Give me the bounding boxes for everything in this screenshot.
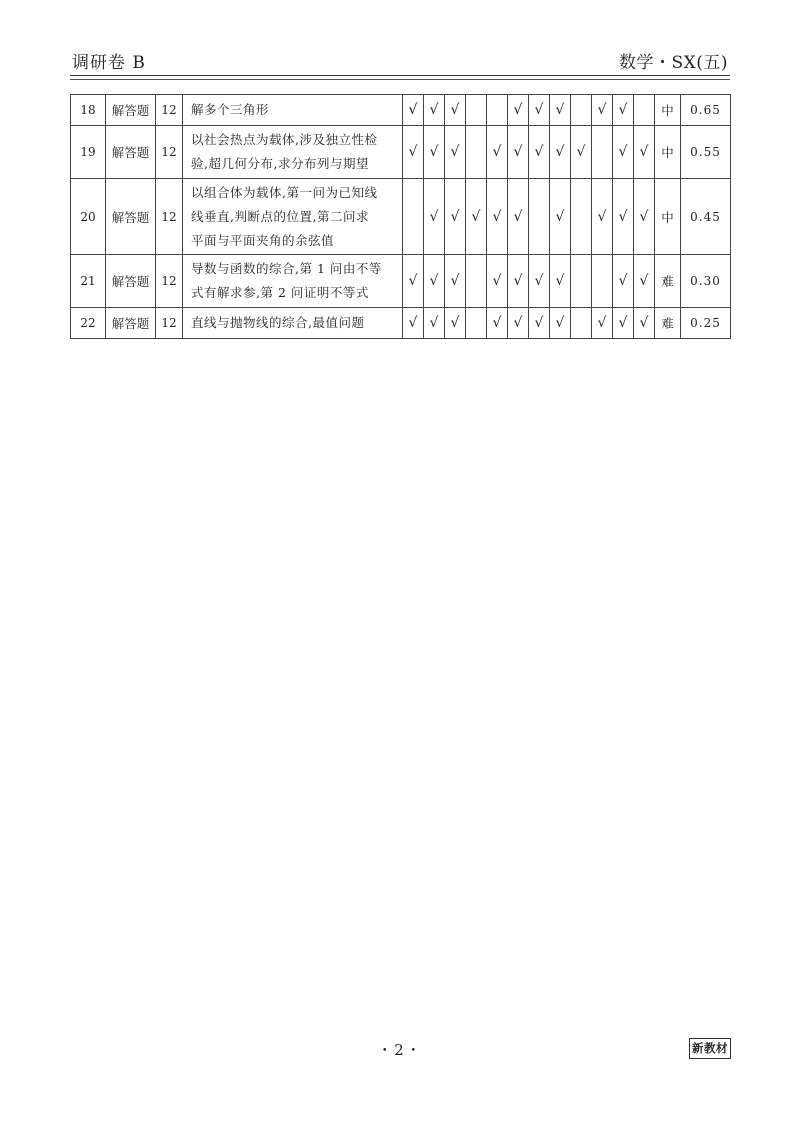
difficulty-coefficient: 0.30 [681,255,731,308]
table-row [71,126,731,179]
check-cell [571,95,592,126]
check-cell [508,179,529,255]
check-cell [634,179,655,255]
check-mark: √ [492,273,502,289]
check-cell [592,126,613,179]
check-cell [550,95,571,126]
question-score: 12 [156,179,183,255]
question-content [183,179,403,255]
check-mark: √ [534,144,544,160]
check-cell [529,255,550,308]
difficulty-coefficient: 0.55 [681,126,731,179]
check-mark: √ [492,315,502,331]
check-mark: √ [513,102,523,118]
check-cell [508,308,529,339]
check-cell [403,308,424,339]
check-cell [529,95,550,126]
check-cell [487,308,508,339]
check-mark: √ [513,208,523,225]
question-number: 18 [71,95,106,126]
check-cell [613,179,634,255]
check-mark: √ [408,144,418,160]
check-cell [634,308,655,339]
check-cell [424,126,445,179]
check-cell [403,255,424,308]
check-cell [592,95,613,126]
check-cell [424,95,445,126]
check-cell [487,95,508,126]
check-mark: √ [450,144,460,160]
difficulty-coefficient: 0.65 [681,95,731,126]
difficulty: 中 [655,126,681,179]
check-cell [466,179,487,255]
question-type: 解答题 [106,95,156,126]
check-cell [466,126,487,179]
difficulty-coefficient: 0.25 [681,308,731,339]
question-score: 12 [156,126,183,179]
check-mark: √ [618,144,628,160]
check-cell [487,126,508,179]
question-type: 解答题 [106,255,156,308]
check-cell [613,308,634,339]
question-content [183,255,403,308]
difficulty: 难 [655,255,681,308]
check-cell [487,255,508,308]
check-cell [424,255,445,308]
check-cell [403,179,424,255]
check-mark: √ [618,102,628,118]
check-mark: √ [513,315,523,331]
analysis-table [70,94,731,339]
check-mark: √ [408,273,418,289]
check-mark: √ [450,315,460,331]
check-cell [550,179,571,255]
question-number: 22 [71,308,106,339]
content-line: 导数与函数的综合,第 1 问由不等 [191,261,382,276]
check-cell [634,95,655,126]
check-mark: √ [471,208,481,225]
difficulty: 难 [655,308,681,339]
check-mark: √ [639,144,649,160]
check-cell [508,255,529,308]
content-line: 平面与平面夹角的余弦值 [191,232,335,248]
check-cell [571,126,592,179]
check-cell [571,308,592,339]
check-mark: √ [534,315,544,331]
content-line: 以社会热点为载体,涉及独立性检 [191,132,378,147]
page-number: ・2・ [377,1041,423,1059]
check-cell [529,126,550,179]
question-type: 解答题 [106,126,156,179]
check-mark: √ [492,208,502,225]
check-cell [613,255,634,308]
check-cell [529,179,550,255]
content-line: 以组合体为载体,第一问为已知线 [191,184,378,200]
table-row [71,95,731,126]
check-mark: √ [429,315,439,331]
check-cell [634,255,655,308]
check-mark: √ [555,144,565,160]
difficulty: 中 [655,179,681,255]
header-rule-thin [70,79,730,80]
question-number: 20 [71,179,106,255]
check-cell [592,255,613,308]
check-cell [592,179,613,255]
check-mark: √ [450,102,460,118]
check-cell [613,126,634,179]
check-cell [550,126,571,179]
check-mark: √ [618,273,628,289]
check-cell [445,95,466,126]
check-cell [613,95,634,126]
check-mark: √ [639,208,649,225]
question-number: 21 [71,255,106,308]
check-cell [403,126,424,179]
check-mark: √ [408,102,418,118]
check-cell [529,308,550,339]
check-mark: √ [513,144,523,160]
content-line: 验,超几何分布,求分布列与期望 [191,156,369,171]
check-cell [466,95,487,126]
check-mark: √ [429,144,439,160]
check-mark: √ [639,315,649,331]
question-type: 解答题 [106,179,156,255]
check-mark: √ [534,102,544,118]
check-mark: √ [639,273,649,289]
question-content [183,308,403,339]
check-cell [634,126,655,179]
check-mark: √ [534,273,544,289]
question-score: 12 [156,308,183,339]
check-cell [466,308,487,339]
check-cell [466,255,487,308]
content-line: 线垂直,判断点的位置,第二问求 [191,208,369,224]
check-cell [424,308,445,339]
table-row [71,179,731,255]
check-cell [550,255,571,308]
content-line: 解多个三角形 [191,102,270,117]
check-cell [424,179,445,255]
check-mark: √ [429,102,439,118]
check-mark: √ [597,208,607,225]
check-cell [571,255,592,308]
check-mark: √ [429,273,439,289]
check-cell [592,308,613,339]
check-mark: √ [555,273,565,289]
difficulty-coefficient: 0.45 [681,179,731,255]
difficulty: 中 [655,95,681,126]
question-number: 19 [71,126,106,179]
check-cell [550,308,571,339]
question-type: 解答题 [106,308,156,339]
content-line: 直线与抛物线的综合,最值问题 [191,315,365,330]
check-mark: √ [576,144,586,160]
check-cell [403,95,424,126]
check-cell [571,179,592,255]
table-row [71,255,731,308]
page-header-right: 数学・SX(五) [618,53,728,73]
check-cell [445,255,466,308]
new-textbook-badge: 新教材 [689,1038,731,1059]
question-content [183,95,403,126]
check-mark: √ [597,315,607,331]
content-line: 式有解求参,第 2 问证明不等式 [191,285,369,300]
check-mark: √ [408,315,418,331]
check-mark: √ [618,315,628,331]
question-score: 12 [156,95,183,126]
check-cell [445,126,466,179]
check-mark: √ [555,102,565,118]
check-cell [508,126,529,179]
check-mark: √ [597,102,607,118]
check-mark: √ [450,208,460,225]
check-mark: √ [429,208,439,225]
check-mark: √ [492,144,502,160]
check-cell [445,308,466,339]
check-mark: √ [555,208,565,225]
page-header-left: 调研卷 B [72,53,146,73]
check-cell [508,95,529,126]
question-content [183,126,403,179]
question-score: 12 [156,255,183,308]
check-mark: √ [618,208,628,225]
check-mark: √ [555,315,565,331]
check-mark: √ [513,273,523,289]
check-cell [445,179,466,255]
header-rule-thick [70,75,730,76]
check-mark: √ [450,273,460,289]
check-cell [487,179,508,255]
table-row [71,308,731,339]
